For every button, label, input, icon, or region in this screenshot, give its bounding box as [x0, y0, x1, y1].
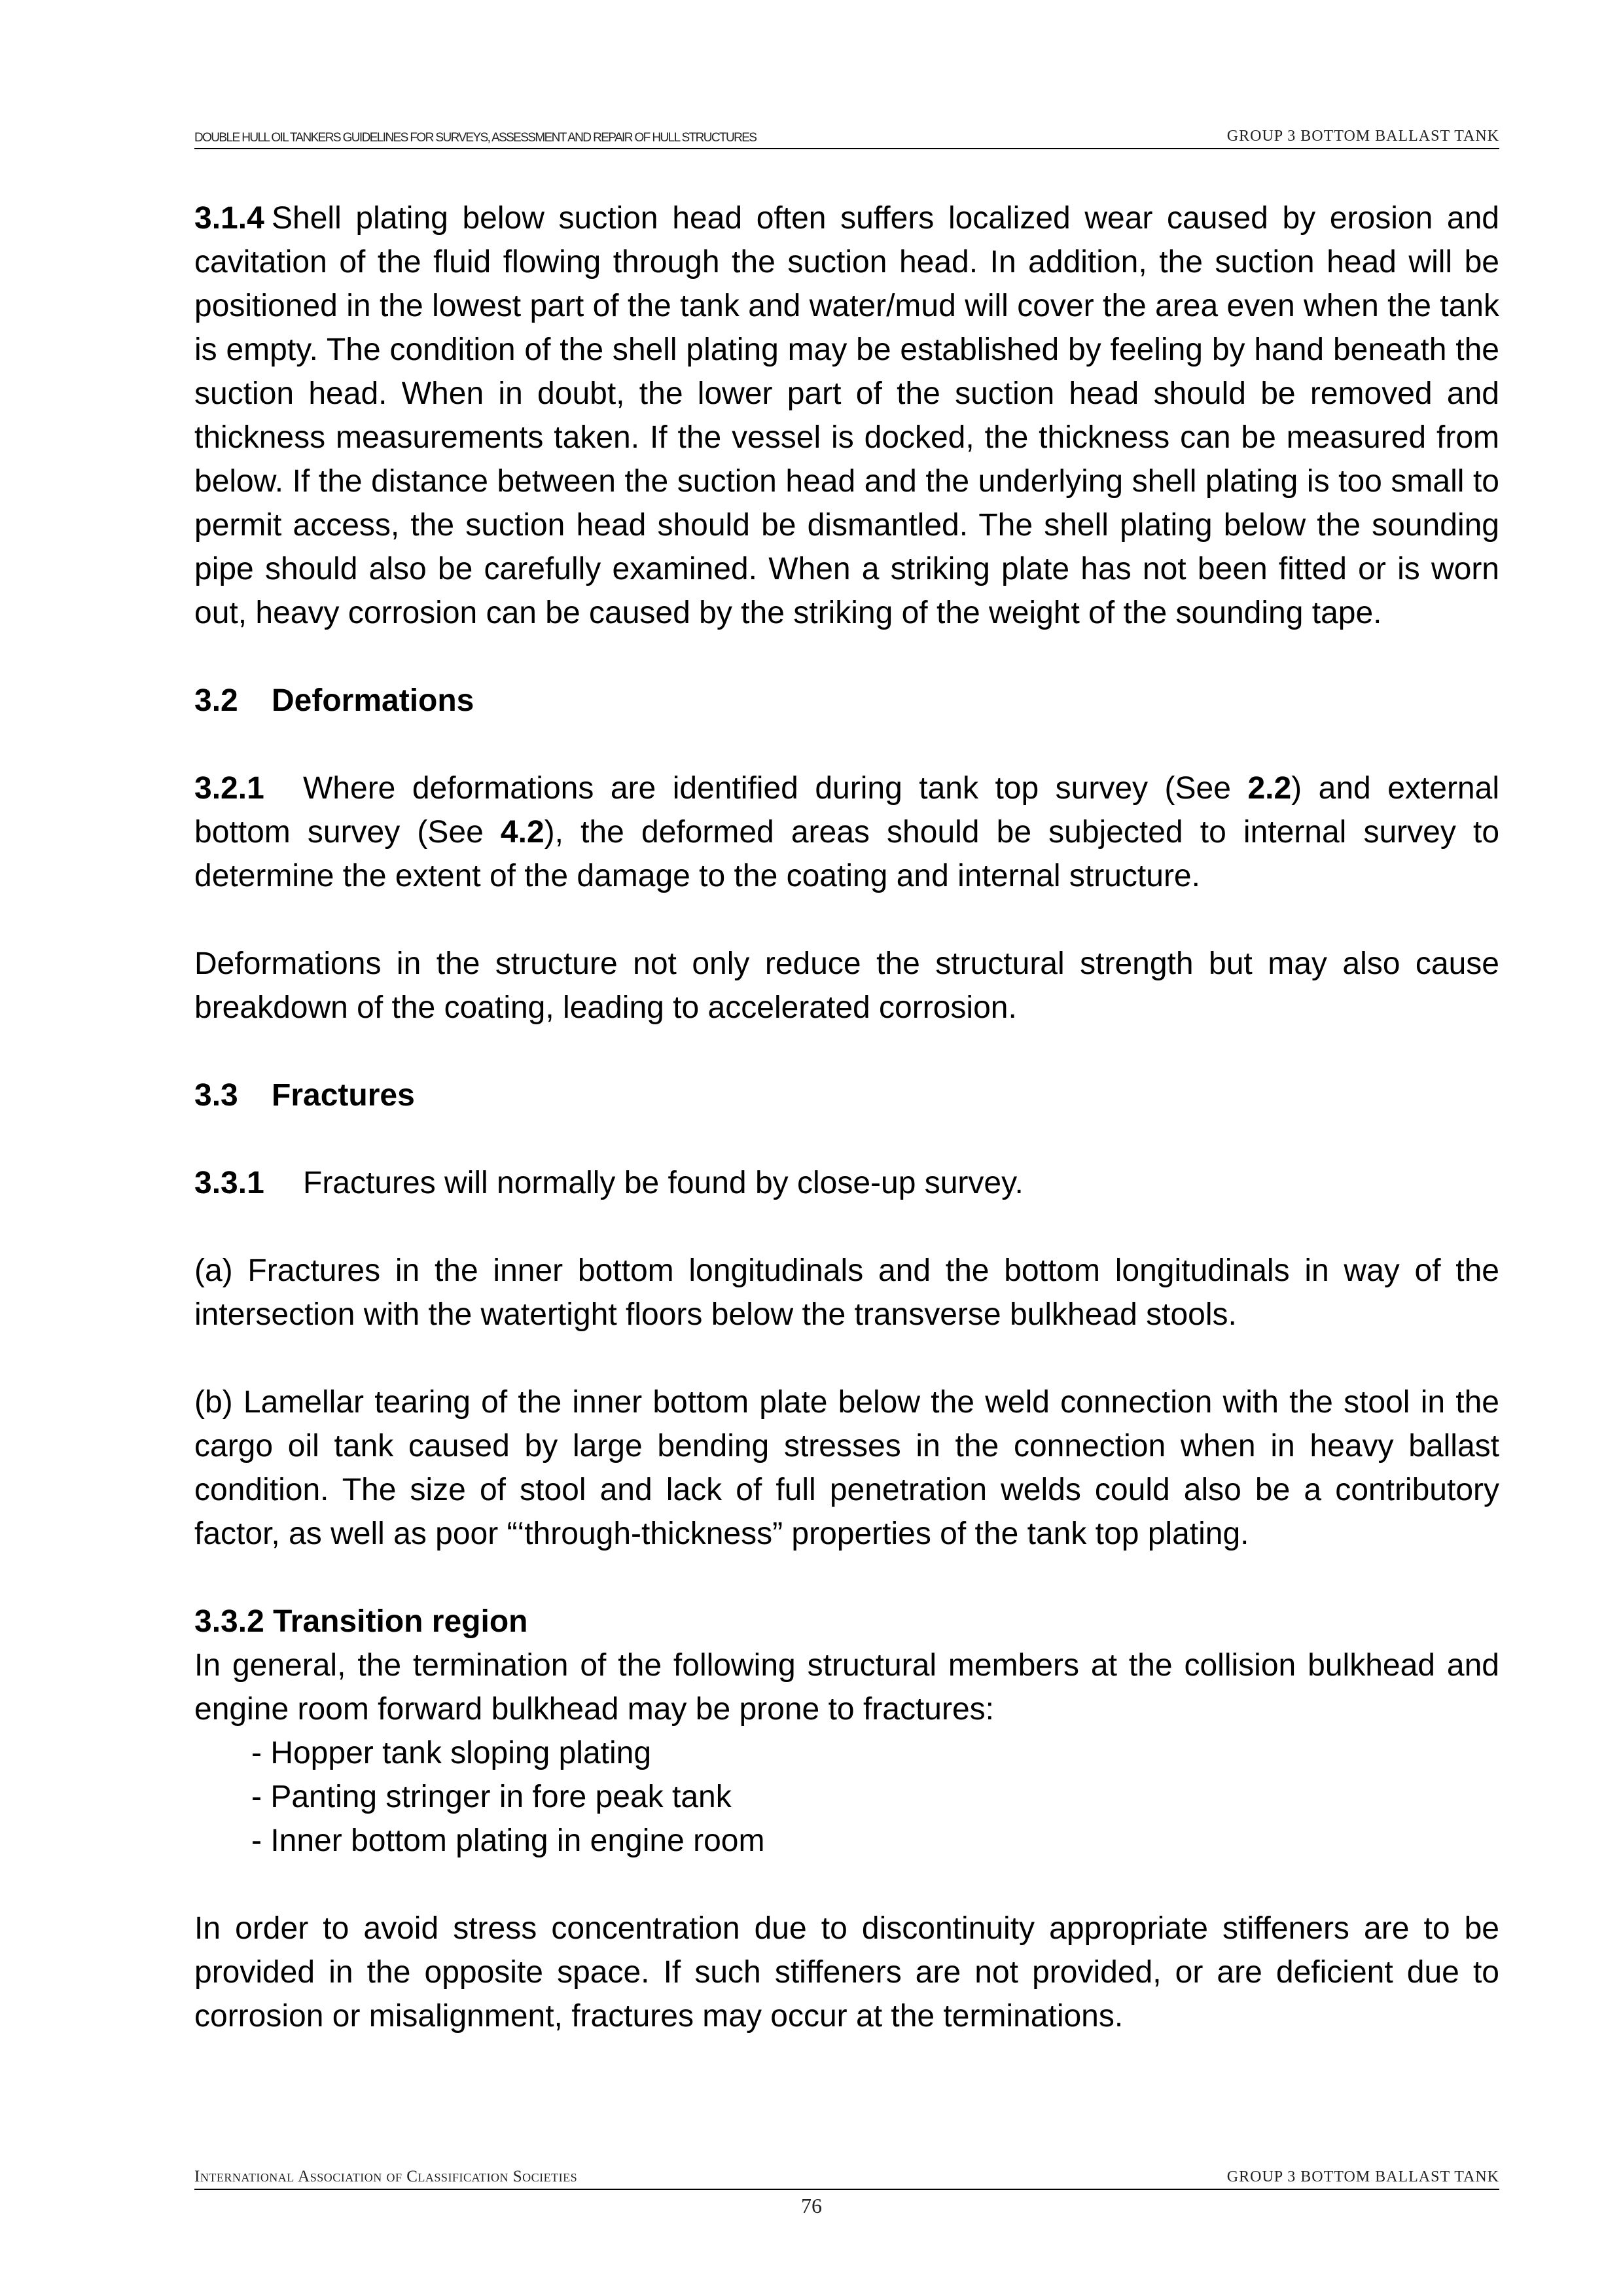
page-header: [194, 126, 1499, 149]
paragraph-3-2-1-text-b: ) and external bottom survey (See: [194, 771, 1499, 850]
header-section-title: GROUP 3 BOTTOM BALLAST TANK: [1226, 128, 1499, 145]
paragraph-3-1-4-text: Shell plating below suction head often suffers localized wear caused by erosion and cavitation of the fluid flowing through the suction head. In addition, the suction head will be positioned in the lowest part of the tank and water/mud will cover the area even when the tank is empty. The condition of the shell plating may be established by feeling by hand beneath the suction head. When in doubt, the lower part of the suction head should be removed and thickness measurements taken. If the vessel is docked, the thickness can be measured from below. If the distance between the suction head and the underlying shell plating is too small to permit access, the suction head should be dismantled. The shell plating below the sounding pipe should also be carefully examined. When a striking plate has not been fitted or is worn out, heavy corrosion can be caused by the striking of the weight of the sounding tape.: [194, 201, 1499, 630]
member-list: [194, 1731, 1499, 1863]
paragraph-3-2-1-text-a: Where deformations are identified during tank top survey (See: [303, 771, 1248, 806]
footer-organization: International Association of Classification Societies: [194, 2168, 578, 2185]
section-number-3-3-1: 3.3.1: [194, 1166, 264, 1200]
heading-3-3-2: 3.3.2 Transition region: [194, 1604, 528, 1639]
heading-3-3: [194, 1073, 1499, 1117]
reference-4-2: 4.2: [500, 815, 544, 850]
heading-3-2-number: 3.2: [194, 683, 238, 718]
paragraph-3-2-1: [194, 766, 1499, 898]
heading-3-3-title: Fractures: [272, 1078, 415, 1113]
paragraph-3-3-1: [194, 1161, 1499, 1205]
section-number-3-1-4: 3.1.4: [194, 201, 264, 236]
paragraph-3-2-1-text-c: ), the deformed areas should be subjected to internal survey to determine the extent of the damage to the coating and internal structure.: [194, 815, 1500, 893]
section-number-3-2-1: 3.2.1: [194, 771, 264, 806]
page-footer: [194, 2169, 1499, 2190]
paragraph-3-3-1-text: Fractures will normally be found by close-up survey.: [303, 1166, 1024, 1200]
document-body: [194, 196, 1499, 2038]
paragraph-item-b: (b) Lamellar tearing of the inner bottom plate below the weld connection with the stool in the cargo oil tank caused by large bending stresses in the connection when in heavy ballast condition. The size of stool and lack of full penetration welds could also be a contributory factor, as well as poor “‘through-thickness” properties of the tank top plating.: [194, 1385, 1499, 1551]
heading-3-2: [194, 679, 1499, 723]
heading-3-2-title: Deformations: [272, 683, 474, 718]
paragraph-item-a: (a) Fractures in the inner bottom longitudinals and the bottom longitudinals in way of the intersection with the watertight floors below the transverse bulkhead stools.: [194, 1253, 1499, 1332]
reference-2-2: 2.2: [1247, 771, 1292, 806]
list-item: - Hopper tank sloping plating: [251, 1736, 652, 1770]
paragraph-3-3-2-closing: In order to avoid stress concentration due to discontinuity appropriate stiffeners are to be provided in the opposite space. If such stiffeners are not provided, or are deficient due to corrosion or misalignment, fractures may occur at the terminations.: [194, 1911, 1499, 2034]
list-item: - Panting stringer in fore peak tank: [251, 1780, 732, 1814]
list-item: - Inner bottom plating in engine room: [251, 1823, 765, 1858]
footer-section-title: GROUP 3 BOTTOM BALLAST TANK: [1226, 2168, 1499, 2185]
paragraph-3-3-2-intro: In general, the termination of the following structural members at the collision bulkhead and engine room forward bulkhead may be prone to fractures:: [194, 1648, 1499, 1727]
paragraph-3-1-4: [194, 196, 1499, 635]
heading-3-3-number: 3.3: [194, 1078, 238, 1113]
page-number: 76: [801, 2194, 822, 2217]
paragraph-deformations-effect: Deformations in the structure not only reduce the structural strength but may also cause breakdown of the coating, leading to accelerated corrosion.: [194, 946, 1499, 1025]
header-document-title: DOUBLE HULL OIL TANKERS GUIDELINES FOR SURVEYS, ASSESSMENT AND REPAIR OF HULL STRUCTURES: [194, 131, 757, 145]
